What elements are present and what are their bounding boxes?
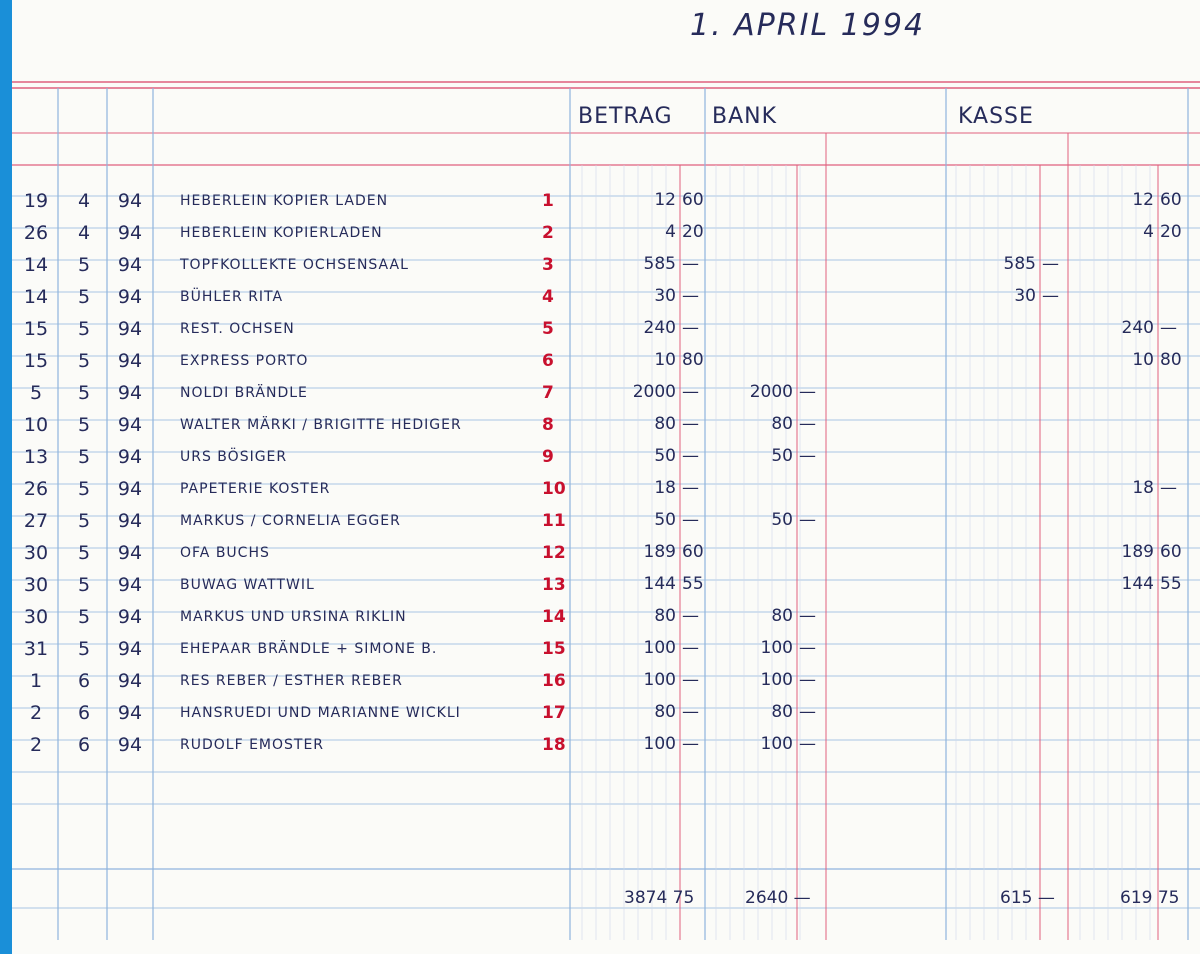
row-bank-int: 80 [771, 606, 793, 626]
row-betrag-cents: — [682, 286, 699, 306]
row-year: 94 [117, 734, 143, 756]
row-description: HEBERLEIN KOPIERLADEN [180, 225, 383, 241]
row-betrag-cents: — [682, 414, 699, 434]
row-month: 5 [77, 254, 91, 276]
page-title: 1. APRIL 1994 [690, 8, 926, 43]
row-bank-cents: — [799, 382, 816, 402]
row-bank-int: 50 [771, 510, 793, 530]
row-bank-cents: — [799, 670, 816, 690]
row-description: URS BÖSIGER [180, 449, 288, 465]
row-month: 5 [77, 574, 91, 596]
row-month: 5 [77, 446, 91, 468]
row-month: 5 [77, 606, 91, 628]
row-year: 94 [117, 414, 143, 436]
row-bank-cents: — [799, 510, 816, 530]
row-kasse-right-int: 12 [1132, 190, 1154, 210]
row-number: 18 [542, 735, 566, 755]
row-betrag-cents: — [682, 734, 699, 754]
row-year: 94 [117, 510, 143, 532]
header-betrag: BETRAG [578, 104, 673, 129]
row-number: 8 [542, 415, 554, 435]
row-bank-cents: — [799, 446, 816, 466]
row-description: RUDOLF EMOSTER [180, 737, 325, 753]
row-day: 27 [23, 510, 49, 532]
row-day: 2 [29, 702, 43, 724]
row-day: 15 [23, 350, 49, 372]
row-betrag-cents: — [682, 382, 699, 402]
total-betrag: 3874 75 [624, 888, 695, 908]
row-betrag-int: 80 [654, 414, 676, 434]
row-kasse-left-int: 585 [1003, 254, 1036, 274]
row-month: 5 [77, 638, 91, 660]
row-betrag-int: 50 [654, 510, 676, 530]
row-day: 30 [23, 542, 49, 564]
row-day: 14 [23, 254, 49, 276]
row-year: 94 [117, 478, 143, 500]
row-kasse-left-cents: — [1042, 254, 1059, 274]
row-bank-cents: — [799, 638, 816, 658]
row-month: 5 [77, 510, 91, 532]
row-day: 19 [23, 190, 49, 212]
row-betrag-int: 4 [665, 222, 676, 242]
row-betrag-cents: — [682, 254, 699, 274]
row-year: 94 [117, 190, 143, 212]
row-year: 94 [117, 542, 143, 564]
row-number: 7 [542, 383, 554, 403]
row-betrag-cents: — [682, 606, 699, 626]
row-description: HEBERLEIN KOPIER LADEN [180, 193, 389, 209]
row-year: 94 [117, 446, 143, 468]
row-day: 26 [23, 222, 49, 244]
row-betrag-cents: 20 [682, 222, 704, 242]
row-betrag-int: 80 [654, 702, 676, 722]
row-number: 9 [542, 447, 554, 467]
row-betrag-cents: 80 [682, 350, 704, 370]
row-number: 15 [542, 639, 566, 659]
row-bank-int: 80 [771, 702, 793, 722]
total-kasse-left: 615 — [1000, 888, 1055, 908]
row-number: 6 [542, 351, 554, 371]
row-betrag-cents: — [682, 670, 699, 690]
row-year: 94 [117, 638, 143, 660]
row-kasse-right-cents: 80 [1160, 350, 1182, 370]
row-year: 94 [117, 318, 143, 340]
row-month: 5 [77, 286, 91, 308]
row-kasse-right-cents: — [1160, 478, 1177, 498]
row-day: 31 [23, 638, 49, 660]
row-betrag-int: 50 [654, 446, 676, 466]
row-kasse-left-int: 30 [1014, 286, 1036, 306]
row-month: 5 [77, 542, 91, 564]
row-number: 11 [542, 511, 566, 531]
row-description: TOPFKOLLEKTE OCHSENSAAL [180, 257, 409, 273]
row-month: 5 [77, 318, 91, 340]
row-description: PAPETERIE KOSTER [180, 481, 331, 497]
row-description: BÜHLER RITA [180, 289, 284, 305]
row-betrag-int: 100 [643, 734, 676, 754]
row-betrag-cents: — [682, 318, 699, 338]
row-year: 94 [117, 606, 143, 628]
row-betrag-cents: — [682, 638, 699, 658]
row-betrag-int: 585 [643, 254, 676, 274]
row-description: REST. OCHSEN [180, 321, 295, 337]
row-description: OFA BUCHS [180, 545, 270, 561]
row-bank-int: 2000 [749, 382, 793, 402]
row-year: 94 [117, 382, 143, 404]
row-description: MARKUS UND URSINA RIKLIN [180, 609, 407, 625]
row-number: 2 [542, 223, 554, 243]
row-kasse-right-int: 240 [1121, 318, 1154, 338]
row-description: BUWAG WATTWIL [180, 577, 315, 593]
row-year: 94 [117, 702, 143, 724]
row-description: NOLDI BRÄNDLE [180, 385, 308, 401]
row-month: 5 [77, 382, 91, 404]
row-betrag-cents: — [682, 478, 699, 498]
row-kasse-right-cents: 60 [1160, 542, 1182, 562]
row-day: 14 [23, 286, 49, 308]
row-betrag-int: 240 [643, 318, 676, 338]
row-month: 4 [77, 190, 91, 212]
row-day: 5 [29, 382, 43, 404]
row-betrag-int: 10 [654, 350, 676, 370]
row-betrag-cents: 55 [682, 574, 704, 594]
row-bank-cents: — [799, 414, 816, 434]
row-day: 30 [23, 606, 49, 628]
row-kasse-right-cents: 60 [1160, 190, 1182, 210]
row-bank-cents: — [799, 606, 816, 626]
row-year: 94 [117, 670, 143, 692]
total-kasse-right: 619 75 [1120, 888, 1180, 908]
row-kasse-right-int: 4 [1143, 222, 1154, 242]
row-kasse-right-int: 18 [1132, 478, 1154, 498]
row-bank-int: 100 [760, 638, 793, 658]
row-description: EXPRESS PORTO [180, 353, 309, 369]
row-number: 14 [542, 607, 566, 627]
row-month: 5 [77, 414, 91, 436]
row-betrag-cents: — [682, 702, 699, 722]
row-number: 3 [542, 255, 554, 275]
header-kasse: KASSE [958, 104, 1034, 129]
row-month: 5 [77, 478, 91, 500]
row-bank-int: 80 [771, 414, 793, 434]
row-kasse-right-cents: 55 [1160, 574, 1182, 594]
row-number: 4 [542, 287, 554, 307]
row-description: HANSRUEDI UND MARIANNE WICKLI [180, 705, 461, 721]
row-betrag-int: 30 [654, 286, 676, 306]
row-bank-cents: — [799, 702, 816, 722]
row-betrag-int: 2000 [632, 382, 676, 402]
row-year: 94 [117, 286, 143, 308]
row-number: 13 [542, 575, 566, 595]
row-description: RES REBER / ESTHER REBER [180, 673, 403, 689]
row-number: 1 [542, 191, 554, 211]
header-bank: BANK [712, 104, 778, 129]
row-year: 94 [117, 350, 143, 372]
row-description: MARKUS / CORNELIA EGGER [180, 513, 401, 529]
row-betrag-int: 144 [643, 574, 676, 594]
row-kasse-right-int: 144 [1121, 574, 1154, 594]
row-year: 94 [117, 254, 143, 276]
row-number: 17 [542, 703, 566, 723]
row-month: 6 [77, 702, 91, 724]
row-month: 5 [77, 350, 91, 372]
row-month: 6 [77, 670, 91, 692]
row-day: 2 [29, 734, 43, 756]
row-bank-int: 100 [760, 734, 793, 754]
row-year: 94 [117, 574, 143, 596]
row-betrag-cents: 60 [682, 190, 704, 210]
row-kasse-left-cents: — [1042, 286, 1059, 306]
row-betrag-cents: — [682, 446, 699, 466]
row-day: 15 [23, 318, 49, 340]
row-betrag-int: 12 [654, 190, 676, 210]
row-month: 4 [77, 222, 91, 244]
row-description: EHEPAAR BRÄNDLE + SIMONE B. [180, 641, 438, 657]
row-bank-cents: — [799, 734, 816, 754]
row-betrag-int: 100 [643, 638, 676, 658]
row-number: 10 [542, 479, 566, 499]
row-kasse-right-cents: — [1160, 318, 1177, 338]
row-day: 30 [23, 574, 49, 596]
row-day: 1 [29, 670, 43, 692]
row-betrag-int: 100 [643, 670, 676, 690]
row-betrag-int: 18 [654, 478, 676, 498]
row-bank-int: 50 [771, 446, 793, 466]
row-kasse-right-cents: 20 [1160, 222, 1182, 242]
row-number: 5 [542, 319, 554, 339]
row-betrag-int: 189 [643, 542, 676, 562]
row-kasse-right-int: 10 [1132, 350, 1154, 370]
row-betrag-cents: — [682, 510, 699, 530]
row-month: 6 [77, 734, 91, 756]
row-day: 10 [23, 414, 49, 436]
row-day: 13 [23, 446, 49, 468]
row-number: 12 [542, 543, 566, 563]
row-description: WALTER MÄRKI / BRIGITTE HEDIGER [180, 417, 462, 433]
row-kasse-right-int: 189 [1121, 542, 1154, 562]
row-bank-int: 100 [760, 670, 793, 690]
row-day: 26 [23, 478, 49, 500]
row-number: 16 [542, 671, 566, 691]
row-year: 94 [117, 222, 143, 244]
row-betrag-int: 80 [654, 606, 676, 626]
row-betrag-cents: 60 [682, 542, 704, 562]
total-bank: 2640 — [745, 888, 811, 908]
